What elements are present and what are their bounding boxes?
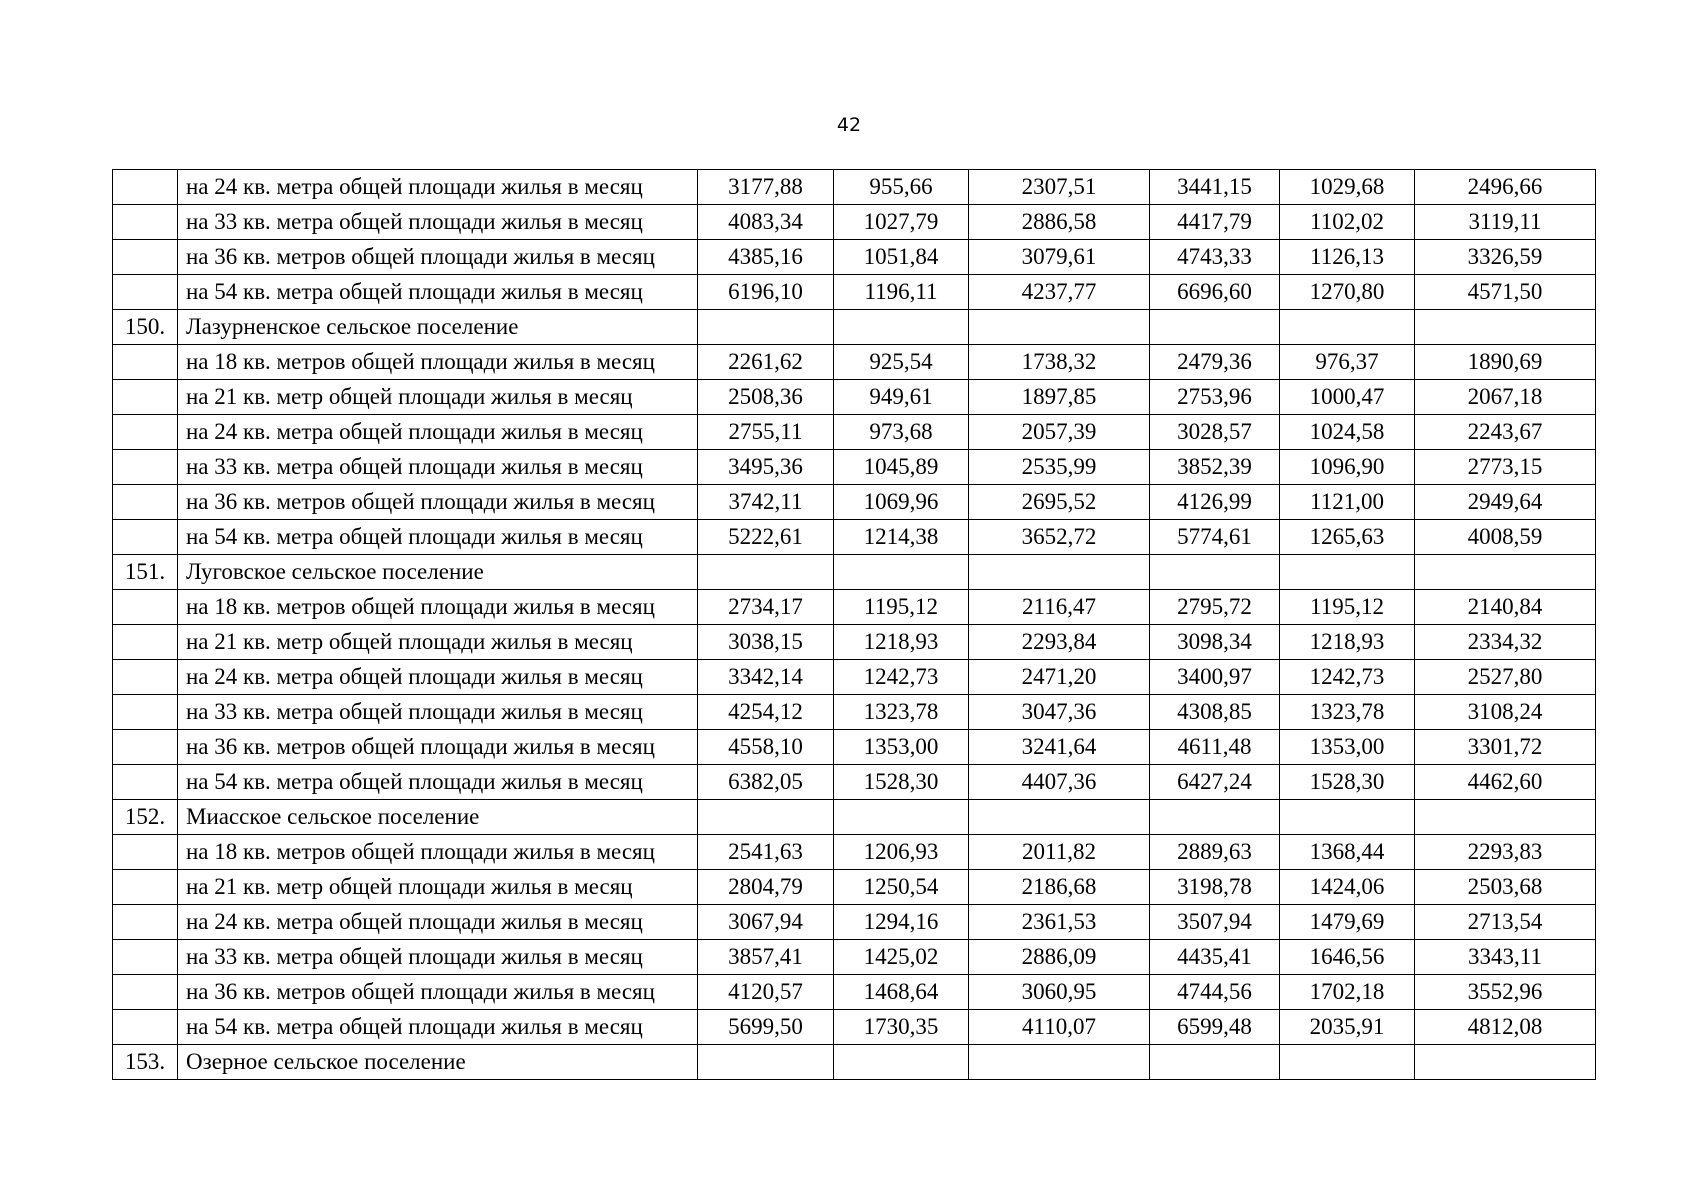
row-number-cell	[113, 695, 178, 730]
value-cell-2: 1425,02	[834, 940, 969, 975]
value-cell-4: 6427,24	[1150, 765, 1280, 800]
value-cell-2: 1027,79	[834, 205, 969, 240]
value-cell-6: 1890,69	[1415, 345, 1596, 380]
value-cell-6: 3343,11	[1415, 940, 1596, 975]
rate-description-cell: на 33 кв. метра общей площади жилья в месяц	[178, 205, 698, 240]
rate-description-cell: на 54 кв. метра общей площади жилья в месяц	[178, 275, 698, 310]
row-number-cell	[113, 205, 178, 240]
value-cell-1: 6196,10	[698, 275, 834, 310]
table-body	[113, 170, 1596, 1080]
value-cell-1: 2508,36	[698, 380, 834, 415]
value-cell-2: 1214,38	[834, 520, 969, 555]
value-cell-3: 2361,53	[969, 905, 1150, 940]
rate-description-cell: на 21 кв. метр общей площади жилья в месяц	[178, 380, 698, 415]
value-cell-5: 1353,00	[1280, 730, 1415, 765]
value-cell-1: 3067,94	[698, 905, 834, 940]
value-cell-3: 2695,52	[969, 485, 1150, 520]
row-number-cell: 152.	[113, 800, 178, 835]
value-cell-2: 1468,64	[834, 975, 969, 1010]
section-row	[113, 1045, 1596, 1080]
value-cell-3	[969, 1045, 1150, 1080]
value-cell-2	[834, 555, 969, 590]
row-number-cell	[113, 730, 178, 765]
section-row	[113, 555, 1596, 590]
value-cell-5: 1029,68	[1280, 170, 1415, 205]
value-cell-1	[698, 555, 834, 590]
value-cell-6	[1415, 555, 1596, 590]
value-cell-4: 3400,97	[1150, 660, 1280, 695]
value-cell-1: 4254,12	[698, 695, 834, 730]
value-cell-4	[1150, 310, 1280, 345]
value-cell-4: 2479,36	[1150, 345, 1280, 380]
value-cell-5: 976,37	[1280, 345, 1415, 380]
value-cell-4: 3852,39	[1150, 450, 1280, 485]
value-cell-4: 4611,48	[1150, 730, 1280, 765]
rate-description-cell: на 36 кв. метров общей площади жилья в месяц	[178, 730, 698, 765]
value-cell-2: 1294,16	[834, 905, 969, 940]
value-cell-1: 3495,36	[698, 450, 834, 485]
value-cell-1	[698, 1045, 834, 1080]
table-row	[113, 590, 1596, 625]
value-cell-5: 1126,13	[1280, 240, 1415, 275]
value-cell-1: 3742,11	[698, 485, 834, 520]
table-row	[113, 240, 1596, 275]
value-cell-3: 3060,95	[969, 975, 1150, 1010]
value-cell-2: 1250,54	[834, 870, 969, 905]
row-number-cell	[113, 1010, 178, 1045]
tariff-table	[112, 169, 1596, 1080]
value-cell-3	[969, 555, 1150, 590]
value-cell-4: 2889,63	[1150, 835, 1280, 870]
value-cell-4: 6599,48	[1150, 1010, 1280, 1045]
value-cell-2: 1195,12	[834, 590, 969, 625]
value-cell-1: 2261,62	[698, 345, 834, 380]
table-row	[113, 730, 1596, 765]
rate-description-cell: на 33 кв. метра общей площади жилья в месяц	[178, 450, 698, 485]
value-cell-5: 1528,30	[1280, 765, 1415, 800]
value-cell-6: 2527,80	[1415, 660, 1596, 695]
value-cell-3: 4237,77	[969, 275, 1150, 310]
value-cell-1: 2755,11	[698, 415, 834, 450]
table-row	[113, 275, 1596, 310]
value-cell-4	[1150, 1045, 1280, 1080]
rate-description-cell: на 54 кв. метра общей площади жилья в месяц	[178, 520, 698, 555]
value-cell-5: 1218,93	[1280, 625, 1415, 660]
value-cell-6: 2140,84	[1415, 590, 1596, 625]
value-cell-5: 1242,73	[1280, 660, 1415, 695]
rate-description-cell: на 18 кв. метров общей площади жилья в месяц	[178, 590, 698, 625]
row-number-cell	[113, 975, 178, 1010]
table-row	[113, 905, 1596, 940]
value-cell-4: 2753,96	[1150, 380, 1280, 415]
value-cell-3: 3079,61	[969, 240, 1150, 275]
value-cell-3	[969, 310, 1150, 345]
value-cell-2: 955,66	[834, 170, 969, 205]
value-cell-6: 2503,68	[1415, 870, 1596, 905]
value-cell-2: 1196,11	[834, 275, 969, 310]
row-number-cell	[113, 450, 178, 485]
value-cell-3: 1897,85	[969, 380, 1150, 415]
value-cell-1: 3038,15	[698, 625, 834, 660]
row-number-cell	[113, 520, 178, 555]
value-cell-6: 2067,18	[1415, 380, 1596, 415]
value-cell-4: 4435,41	[1150, 940, 1280, 975]
value-cell-2: 1045,89	[834, 450, 969, 485]
row-number-cell	[113, 940, 178, 975]
table-row	[113, 415, 1596, 450]
table-row	[113, 940, 1596, 975]
value-cell-1: 2734,17	[698, 590, 834, 625]
value-cell-6: 3119,11	[1415, 205, 1596, 240]
value-cell-1: 5699,50	[698, 1010, 834, 1045]
value-cell-6: 2293,83	[1415, 835, 1596, 870]
rate-description-cell: на 24 кв. метра общей площади жилья в месяц	[178, 905, 698, 940]
rate-description-cell: на 33 кв. метра общей площади жилья в месяц	[178, 940, 698, 975]
rate-description-cell: на 21 кв. метр общей площади жилья в месяц	[178, 625, 698, 660]
rate-description-cell: на 33 кв. метра общей площади жилья в месяц	[178, 695, 698, 730]
row-number-cell	[113, 870, 178, 905]
value-cell-6: 2243,67	[1415, 415, 1596, 450]
table-row	[113, 450, 1596, 485]
rate-description-cell: на 24 кв. метра общей площади жилья в месяц	[178, 415, 698, 450]
row-number-cell	[113, 240, 178, 275]
value-cell-4: 4308,85	[1150, 695, 1280, 730]
table-row	[113, 345, 1596, 380]
value-cell-6: 3326,59	[1415, 240, 1596, 275]
value-cell-2: 1069,96	[834, 485, 969, 520]
value-cell-2: 949,61	[834, 380, 969, 415]
rate-description-cell: на 36 кв. метров общей площади жилья в месяц	[178, 485, 698, 520]
row-number-cell	[113, 380, 178, 415]
value-cell-4: 5774,61	[1150, 520, 1280, 555]
value-cell-5: 1323,78	[1280, 695, 1415, 730]
rate-description-cell: на 54 кв. метра общей площади жилья в месяц	[178, 1010, 698, 1045]
value-cell-6: 2713,54	[1415, 905, 1596, 940]
page-number: 42	[836, 114, 862, 136]
row-number-cell	[113, 345, 178, 380]
value-cell-6: 4008,59	[1415, 520, 1596, 555]
row-number-cell	[113, 275, 178, 310]
table-row	[113, 1010, 1596, 1045]
value-cell-5: 1265,63	[1280, 520, 1415, 555]
value-cell-5: 1102,02	[1280, 205, 1415, 240]
value-cell-2: 1323,78	[834, 695, 969, 730]
row-number-cell	[113, 590, 178, 625]
value-cell-3: 2471,20	[969, 660, 1150, 695]
value-cell-1: 3342,14	[698, 660, 834, 695]
value-cell-4: 3028,57	[1150, 415, 1280, 450]
value-cell-5: 1479,69	[1280, 905, 1415, 940]
value-cell-3: 3241,64	[969, 730, 1150, 765]
value-cell-4: 2795,72	[1150, 590, 1280, 625]
value-cell-5: 1000,47	[1280, 380, 1415, 415]
table-row	[113, 975, 1596, 1010]
value-cell-4: 4417,79	[1150, 205, 1280, 240]
table-row	[113, 870, 1596, 905]
value-cell-5: 1195,12	[1280, 590, 1415, 625]
value-cell-1: 4558,10	[698, 730, 834, 765]
value-cell-4: 4126,99	[1150, 485, 1280, 520]
value-cell-5: 1646,56	[1280, 940, 1415, 975]
value-cell-1: 2804,79	[698, 870, 834, 905]
value-cell-1: 4083,34	[698, 205, 834, 240]
rate-description-cell: на 36 кв. метров общей площади жилья в месяц	[178, 240, 698, 275]
value-cell-1: 6382,05	[698, 765, 834, 800]
value-cell-5: 2035,91	[1280, 1010, 1415, 1045]
value-cell-5: 1702,18	[1280, 975, 1415, 1010]
value-cell-2	[834, 800, 969, 835]
rate-description-cell: на 21 кв. метр общей площади жилья в месяц	[178, 870, 698, 905]
value-cell-2: 1206,93	[834, 835, 969, 870]
settlement-name-cell: Миасское сельское поселение	[178, 800, 698, 835]
value-cell-6: 4812,08	[1415, 1010, 1596, 1045]
section-row	[113, 310, 1596, 345]
value-cell-2: 1730,35	[834, 1010, 969, 1045]
value-cell-3: 2535,99	[969, 450, 1150, 485]
value-cell-3: 3047,36	[969, 695, 1150, 730]
value-cell-6: 2949,64	[1415, 485, 1596, 520]
row-number-cell	[113, 660, 178, 695]
table-row	[113, 380, 1596, 415]
value-cell-6: 2496,66	[1415, 170, 1596, 205]
value-cell-3	[969, 800, 1150, 835]
value-cell-3: 4407,36	[969, 765, 1150, 800]
value-cell-5: 1270,80	[1280, 275, 1415, 310]
value-cell-3: 2886,09	[969, 940, 1150, 975]
value-cell-2: 1528,30	[834, 765, 969, 800]
row-number-cell	[113, 170, 178, 205]
rate-description-cell: на 24 кв. метра общей площади жилья в месяц	[178, 660, 698, 695]
value-cell-1: 3177,88	[698, 170, 834, 205]
rate-description-cell: на 18 кв. метров общей площади жилья в месяц	[178, 345, 698, 380]
value-cell-1	[698, 800, 834, 835]
value-cell-1: 5222,61	[698, 520, 834, 555]
value-cell-3: 2011,82	[969, 835, 1150, 870]
table-row	[113, 520, 1596, 555]
table-row	[113, 625, 1596, 660]
table-row	[113, 205, 1596, 240]
row-number-cell	[113, 835, 178, 870]
value-cell-4: 3198,78	[1150, 870, 1280, 905]
value-cell-2: 1353,00	[834, 730, 969, 765]
value-cell-4: 4743,33	[1150, 240, 1280, 275]
value-cell-2	[834, 1045, 969, 1080]
value-cell-4	[1150, 800, 1280, 835]
value-cell-6	[1415, 310, 1596, 345]
value-cell-2: 1218,93	[834, 625, 969, 660]
table-row	[113, 695, 1596, 730]
value-cell-2	[834, 310, 969, 345]
value-cell-3: 2057,39	[969, 415, 1150, 450]
value-cell-5	[1280, 555, 1415, 590]
row-number-cell: 150.	[113, 310, 178, 345]
value-cell-1: 4385,16	[698, 240, 834, 275]
value-cell-4: 4744,56	[1150, 975, 1280, 1010]
value-cell-3: 2293,84	[969, 625, 1150, 660]
value-cell-2: 925,54	[834, 345, 969, 380]
value-cell-2: 1051,84	[834, 240, 969, 275]
table-row	[113, 835, 1596, 870]
value-cell-6: 3108,24	[1415, 695, 1596, 730]
rate-description-cell: на 24 кв. метра общей площади жилья в месяц	[178, 170, 698, 205]
section-row	[113, 800, 1596, 835]
value-cell-3: 4110,07	[969, 1010, 1150, 1045]
rate-description-cell: на 18 кв. метров общей площади жилья в месяц	[178, 835, 698, 870]
table-row	[113, 485, 1596, 520]
settlement-name-cell: Луговское сельское поселение	[178, 555, 698, 590]
value-cell-6: 2773,15	[1415, 450, 1596, 485]
value-cell-3: 1738,32	[969, 345, 1150, 380]
value-cell-5: 1096,90	[1280, 450, 1415, 485]
table-row	[113, 170, 1596, 205]
value-cell-3: 2886,58	[969, 205, 1150, 240]
value-cell-4: 3441,15	[1150, 170, 1280, 205]
row-number-cell	[113, 485, 178, 520]
value-cell-6: 3301,72	[1415, 730, 1596, 765]
rate-description-cell: на 36 кв. метров общей площади жилья в месяц	[178, 975, 698, 1010]
value-cell-6	[1415, 800, 1596, 835]
value-cell-5: 1368,44	[1280, 835, 1415, 870]
row-number-cell	[113, 905, 178, 940]
value-cell-1	[698, 310, 834, 345]
settlement-name-cell: Озерное сельское поселение	[178, 1045, 698, 1080]
value-cell-4: 3507,94	[1150, 905, 1280, 940]
value-cell-3: 3652,72	[969, 520, 1150, 555]
value-cell-6: 4462,60	[1415, 765, 1596, 800]
value-cell-4	[1150, 555, 1280, 590]
value-cell-5	[1280, 800, 1415, 835]
value-cell-1: 2541,63	[698, 835, 834, 870]
rate-description-cell: на 54 кв. метра общей площади жилья в месяц	[178, 765, 698, 800]
row-number-cell	[113, 625, 178, 660]
value-cell-3: 2307,51	[969, 170, 1150, 205]
row-number-cell: 151.	[113, 555, 178, 590]
value-cell-2: 973,68	[834, 415, 969, 450]
value-cell-6: 3552,96	[1415, 975, 1596, 1010]
value-cell-6	[1415, 1045, 1596, 1080]
row-number-cell	[113, 765, 178, 800]
value-cell-5	[1280, 310, 1415, 345]
row-number-cell	[113, 415, 178, 450]
table-row	[113, 765, 1596, 800]
value-cell-5: 1121,00	[1280, 485, 1415, 520]
value-cell-3: 2116,47	[969, 590, 1150, 625]
value-cell-4: 6696,60	[1150, 275, 1280, 310]
table-row	[113, 660, 1596, 695]
row-number-cell: 153.	[113, 1045, 178, 1080]
value-cell-1: 3857,41	[698, 940, 834, 975]
value-cell-5: 1424,06	[1280, 870, 1415, 905]
settlement-name-cell: Лазурненское сельское поселение	[178, 310, 698, 345]
value-cell-1: 4120,57	[698, 975, 834, 1010]
value-cell-3: 2186,68	[969, 870, 1150, 905]
value-cell-6: 2334,32	[1415, 625, 1596, 660]
value-cell-4: 3098,34	[1150, 625, 1280, 660]
value-cell-6: 4571,50	[1415, 275, 1596, 310]
value-cell-2: 1242,73	[834, 660, 969, 695]
value-cell-5: 1024,58	[1280, 415, 1415, 450]
value-cell-5	[1280, 1045, 1415, 1080]
